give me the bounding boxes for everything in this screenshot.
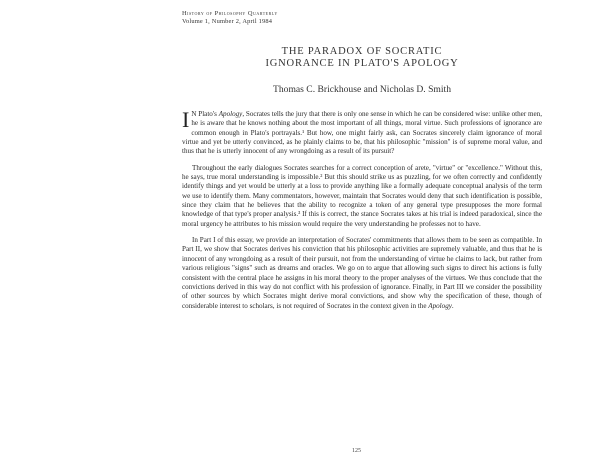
article-title [182,46,542,70]
journal-name: History of Philosophy Quarterly [182,10,278,17]
paragraph-1-text-a: N Plato's [191,110,219,118]
paragraph-2: Throughout the early dialogues Socrates searches for a correct conception of arete, "virtue" or "excellence." Without this, he says, true moral understanding is impossible.² But this should strike us as puzzling, for we often correctly and confidently identify things and yet would be utterly at a loss to provide anything like a formally adequate conceptual analysis of the term we use to identify them. Many commentators, however, maintain that Socrates would deny that such identification is possible, since they claim that he believes that the ability to recognize a token of any general type presupposes the more formal knowledge of that type's proper analysis.³ If this is correct, the stance Socrates takes at his trial is indeed paradoxical, since the moral urgency he attributes to his mission would require the very understanding he professes not to have. [182,163,542,228]
paragraph-1-text-b: , Socrates tells the jury that there is only one sense in which he can be considered wise: unlike other men, he is aware that he knows nothing about the most important of all things, moral virtue. Such professions of ignorance are common enough in Plato's portrayals.¹ But how, one might fairly ask, can Socrates sincerely claim ignorance of moral virtue and yet be utterly convinced, as he plainly claims to be, that his philosophic "mission" is of supreme moral value, and thus that he is utterly innocent of any wrongdoing as a result of its pursuit? [182,110,542,156]
page-number: 125 [352,448,361,454]
article-authors: Thomas C. Brickhouse and Nicholas D. Smith [273,84,451,95]
paragraph-1-italic: Apology [218,110,243,118]
article-title-line-1: THE PARADOX OF SOCRATIC [281,46,443,57]
drop-cap: I [182,107,190,132]
paragraph-1 [182,107,542,157]
journal-volume-line: Volume 1, Number 2, April 1984 [182,18,273,25]
paragraph-3 [182,236,542,311]
paragraph-3-italic: Apology [428,301,452,310]
paragraph-3-end: . [451,301,454,310]
article-body [182,107,542,318]
paragraph-3-text: In Part I of this essay, we provide an interpretation of Socrates' commitments that allows them to be seen as compatible. In Part II, we show that Socrates derives his conviction that his philosophic activities are supremely valuable, and thus that he is innocent of any wrongdoing as a result of their pursuit, not from the understanding of virtue he claims to lack, but rather from various religious "signs" such as dreams and oracles. We go on to argue that allowing such signs to direct his actions is fully consistent with the central place he assigns in his moral theory to the proper analyses of the virtues. We thus conclude that the convictions derived in this way do not conflict with his profession of ignorance. Finally, in Part III we consider the possibility of other sources by which Socrates might derive moral convictions, and show why the specification of these, though of considerable interest to scholars, is not required of Socrates in the context given in the [182,236,542,310]
journal-header [182,10,278,26]
article-title-line-2: IGNORANCE IN PLATO'S APOLOGY [265,58,459,69]
